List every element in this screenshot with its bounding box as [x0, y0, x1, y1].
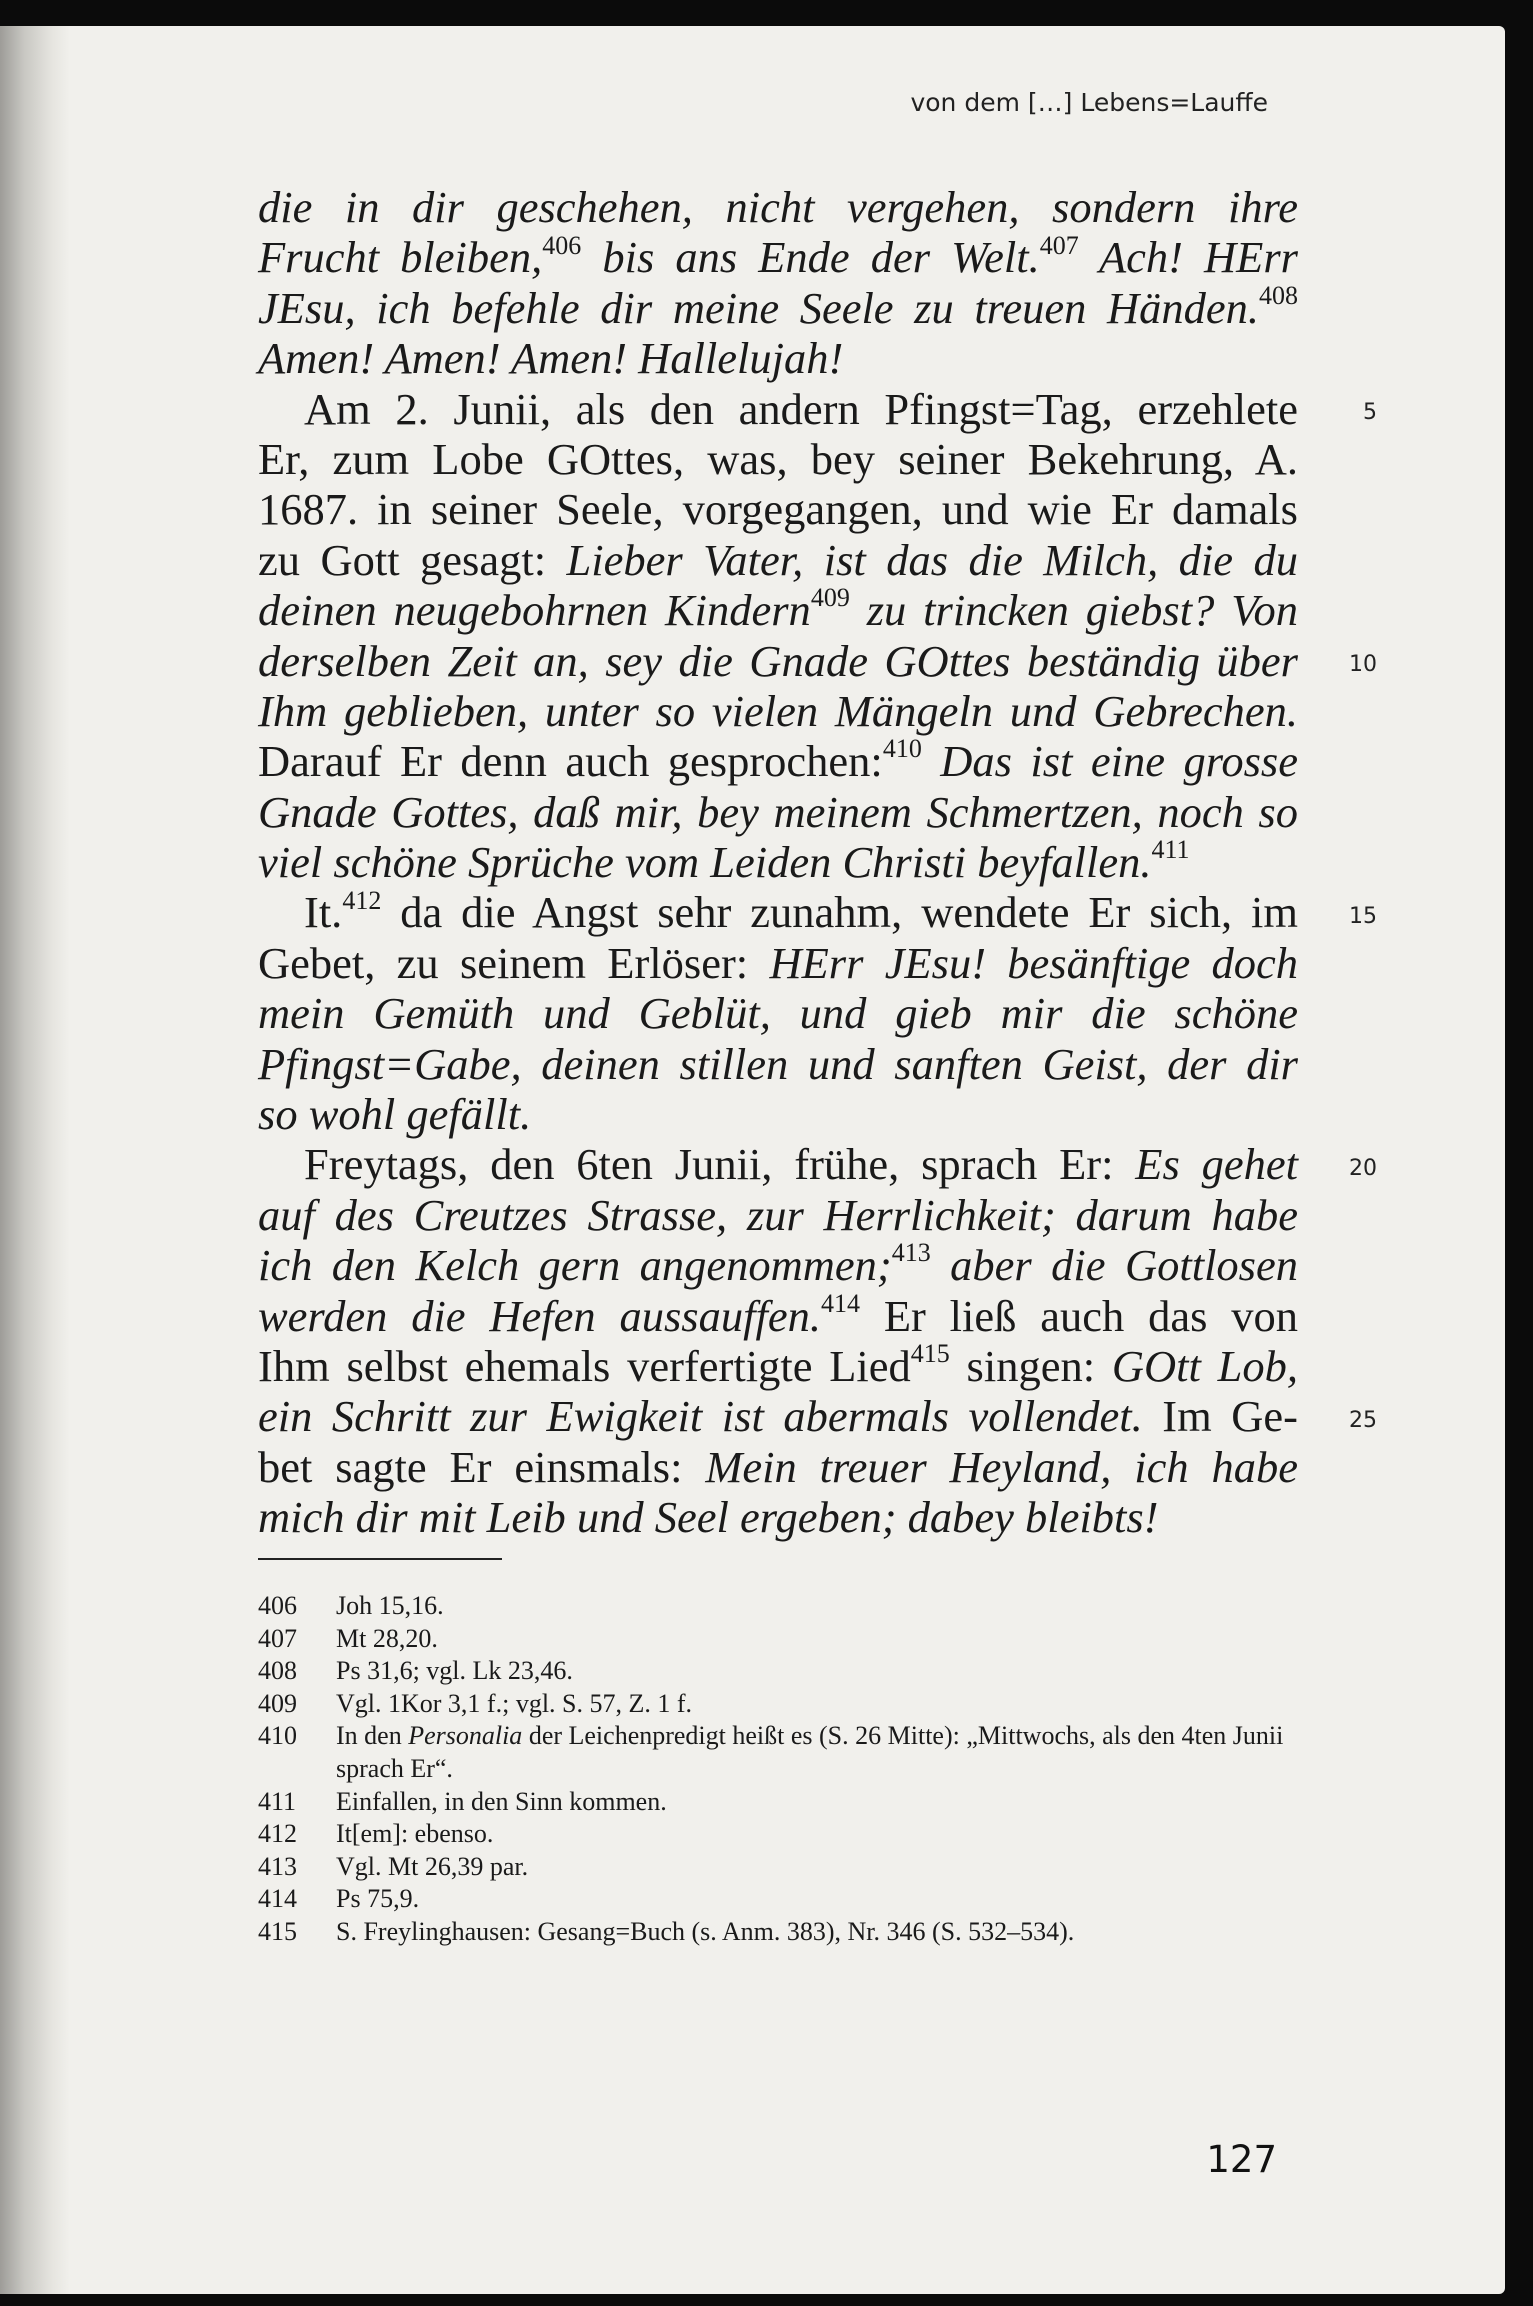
text-run: It[em]: ebenso.	[336, 1819, 494, 1849]
text-line	[258, 1139, 1298, 1189]
footnote-text	[336, 1623, 1308, 1656]
italic-text: HErr JEsu! besänftige doch	[769, 937, 1299, 988]
text-line	[258, 1190, 1298, 1240]
text-line	[258, 686, 1298, 736]
text-line	[258, 636, 1298, 686]
footnote-number: 413	[258, 1851, 297, 1881]
text-run: Ps 75,9.	[336, 1884, 420, 1914]
text-line	[258, 1039, 1298, 1089]
italic-text: Ach! HErr	[1078, 232, 1299, 283]
italic-text: die in dir geschehen, nicht vergehen, sondern ihre	[258, 182, 1298, 232]
text-line	[258, 232, 1298, 282]
footnote-number: 415	[258, 1916, 297, 1946]
body-text	[258, 182, 1298, 1543]
line-number: 15	[1349, 903, 1377, 929]
footnote	[258, 1688, 1308, 1721]
footnotes	[258, 1590, 1308, 1949]
text-run: 1687. in seiner Seele, vorgegangen, und wie Er damals	[258, 484, 1298, 535]
italic-text: zu trincken giebst? Von	[849, 585, 1298, 636]
italic-text: Gnade Gottes, daß mir, bey meinem Schmertzen, noch so	[258, 786, 1298, 837]
footnote-number: 414	[258, 1884, 297, 1914]
footnote-text	[336, 1851, 1308, 1884]
italic-text: werden die Hefen aussauffen.	[258, 1290, 821, 1341]
running-head: von dem […] Lebens=Lauffe	[910, 88, 1268, 117]
text-run: der Leichenpredigt heißt es (S. 26 Mitte): „Mittwochs, als den 4ten Junii sprach Er“.	[336, 1721, 1284, 1783]
text-line	[258, 333, 1298, 383]
text-line	[258, 384, 1298, 434]
footnote-number: 408	[258, 1656, 297, 1686]
text-run: Vgl. 1Kor 3,1 f.; vgl. S. 57, Z. 1 f.	[336, 1688, 693, 1718]
italic-text: derselben Zeit an, sey die Gnade GOttes beständig über	[258, 635, 1298, 686]
text-line	[258, 1288, 1298, 1341]
line-number: 5	[1363, 399, 1377, 425]
text-run: In den	[336, 1721, 409, 1751]
page-gutter-shadow	[0, 26, 70, 2294]
footnote-ref: 408	[1259, 280, 1298, 310]
text-line	[258, 787, 1298, 837]
text-line	[258, 1492, 1298, 1542]
book-page	[0, 26, 1505, 2294]
text-line	[258, 1240, 1298, 1290]
footnote-number: 409	[258, 1688, 297, 1718]
line-number: 10	[1349, 651, 1377, 677]
footnote	[258, 1818, 1308, 1851]
text-line	[258, 938, 1298, 988]
footnote	[258, 1786, 1308, 1819]
footnote	[258, 1883, 1308, 1916]
footnote-number: 406	[258, 1591, 297, 1620]
italic-text: JEsu, ich befehle dir meine Seele zu treuen Händen.	[258, 282, 1259, 333]
text-run: Darauf Er denn auch gesprochen:	[258, 736, 883, 787]
footnote	[258, 1851, 1308, 1884]
italic-text: Das ist eine grosse	[921, 736, 1298, 787]
footnote-text	[336, 1688, 1308, 1721]
footnote-ref: 407	[1039, 230, 1079, 260]
footnote	[258, 1916, 1308, 1949]
italic-text: Amen! Amen! Amen! Hallelujah!	[258, 333, 844, 384]
text-run: Er, zum Lobe GOttes, was, bey seiner Bekehrung, A.	[258, 433, 1298, 484]
italic-text: ein Schritt zur Ewigkeit ist abermals vollendet.	[258, 1391, 1143, 1442]
text-line	[258, 1089, 1298, 1139]
footnote-number: 410	[258, 1721, 297, 1751]
italic-text: Pfingst=Gabe, deinen stillen und sanften Geist, der dir	[258, 1038, 1298, 1089]
text-run: Er ließ auch das von	[859, 1290, 1298, 1341]
italic-text: Es gehet	[1135, 1139, 1298, 1190]
italic-text: auf des Creutzes Strasse, zur Herrlichkeit; darum habe	[258, 1189, 1298, 1240]
footnote-text	[336, 1818, 1308, 1851]
line-number: 20	[1349, 1155, 1377, 1181]
footnote-text	[336, 1655, 1308, 1688]
text-line	[258, 1442, 1298, 1492]
text-run: da die Angst sehr zunahm, wendete Er sich, im	[381, 887, 1298, 938]
text-line	[258, 585, 1298, 635]
text-line	[258, 484, 1298, 534]
italic-text: mich dir mit Leib und Seel ergeben; dabey bleibts!	[258, 1492, 1159, 1543]
text-line	[258, 535, 1298, 585]
text-run: It.	[304, 887, 343, 938]
footnote-ref: 414	[820, 1288, 860, 1318]
text-line	[258, 182, 1298, 232]
italic-text: bis ans Ende der Welt.	[581, 232, 1040, 283]
text-line	[258, 837, 1298, 887]
text-run: Ps 31,6; vgl. Lk 23,46.	[336, 1656, 573, 1686]
italic-text: GOtt Lob,	[1111, 1340, 1299, 1391]
footnote-rule	[258, 1558, 502, 1560]
footnote-text	[336, 1786, 1308, 1819]
footnote	[258, 1720, 1308, 1785]
page-number: 127	[1206, 2138, 1277, 2181]
footnote-number: 411	[258, 1786, 297, 1816]
text-line	[258, 434, 1298, 484]
italic-text: deinen neugebohrnen Kindern	[258, 585, 811, 636]
footnote-ref: 415	[910, 1339, 950, 1369]
italic-text: aber die Gottlosen	[930, 1240, 1299, 1291]
text-run: Mt 28,20.	[336, 1623, 438, 1653]
text-run: S. Freylinghausen: Gesang=Buch (s. Anm. 383), Nr. 346 (S. 532–534).	[336, 1916, 1075, 1946]
text-run: Freytags, den 6ten Junii, frühe, sprach Er:	[304, 1139, 1136, 1190]
italic-text: Ihm geblieben, unter so vielen Mängeln und Gebrechen.	[258, 685, 1298, 736]
italic-text: Lieber Vater, ist das die Milch, die du	[566, 534, 1298, 585]
footnote-ref: 411	[1151, 835, 1190, 865]
text-line	[258, 988, 1298, 1038]
text-run: singen:	[949, 1340, 1112, 1391]
italic-text: Personalia	[408, 1721, 523, 1751]
text-run: Gebet, zu seinem Erlöser:	[258, 937, 770, 988]
footnote	[258, 1623, 1308, 1656]
italic-text: Mein treuer Heyland, ich habe	[705, 1441, 1298, 1492]
text-run: Ihm selbst ehemals verfertigte Lied	[258, 1340, 911, 1391]
text-run: Joh 15,16.	[336, 1591, 444, 1620]
footnote	[258, 1655, 1308, 1688]
footnote-text	[336, 1720, 1308, 1785]
footnote-ref: 409	[810, 583, 850, 613]
footnote-ref: 410	[882, 734, 922, 764]
text-run: zu Gott gesagt:	[258, 534, 567, 585]
line-number: 25	[1349, 1407, 1377, 1433]
text-line	[258, 280, 1298, 333]
footnote-text	[336, 1590, 1308, 1623]
text-run: bet sagte Er einsmals:	[258, 1441, 706, 1492]
footnote-number: 407	[258, 1623, 297, 1653]
footnote-number: 412	[258, 1819, 297, 1849]
text-line	[258, 887, 1298, 937]
footnote-ref: 406	[542, 230, 582, 260]
footnote	[258, 1590, 1308, 1623]
text-line	[258, 736, 1298, 786]
footnote-ref: 412	[342, 885, 382, 915]
italic-text: ich den Kelch gern angenommen;	[258, 1240, 892, 1291]
footnote-ref: 413	[891, 1238, 931, 1268]
text-line	[258, 1341, 1298, 1391]
text-line	[258, 1391, 1298, 1441]
italic-text: mein Gemüth und Geblüt, und gieb mir die schöne	[258, 988, 1298, 1039]
italic-text: so wohl gefällt.	[258, 1089, 532, 1140]
italic-text: Frucht bleiben,	[258, 232, 543, 283]
text-run: Am 2. Junii, als den andern Pfingst=Tag, erzehlete	[304, 383, 1298, 434]
text-run: Vgl. Mt 26,39 par.	[336, 1851, 529, 1881]
footnote-text	[336, 1883, 1308, 1916]
italic-text: viel schöne Sprüche vom Leiden Christi beyfallen.	[258, 837, 1152, 888]
text-run: Einfallen, in den Sinn kommen.	[336, 1786, 667, 1816]
footnote-text	[336, 1916, 1308, 1949]
text-run: Im Ge-	[1142, 1391, 1298, 1442]
